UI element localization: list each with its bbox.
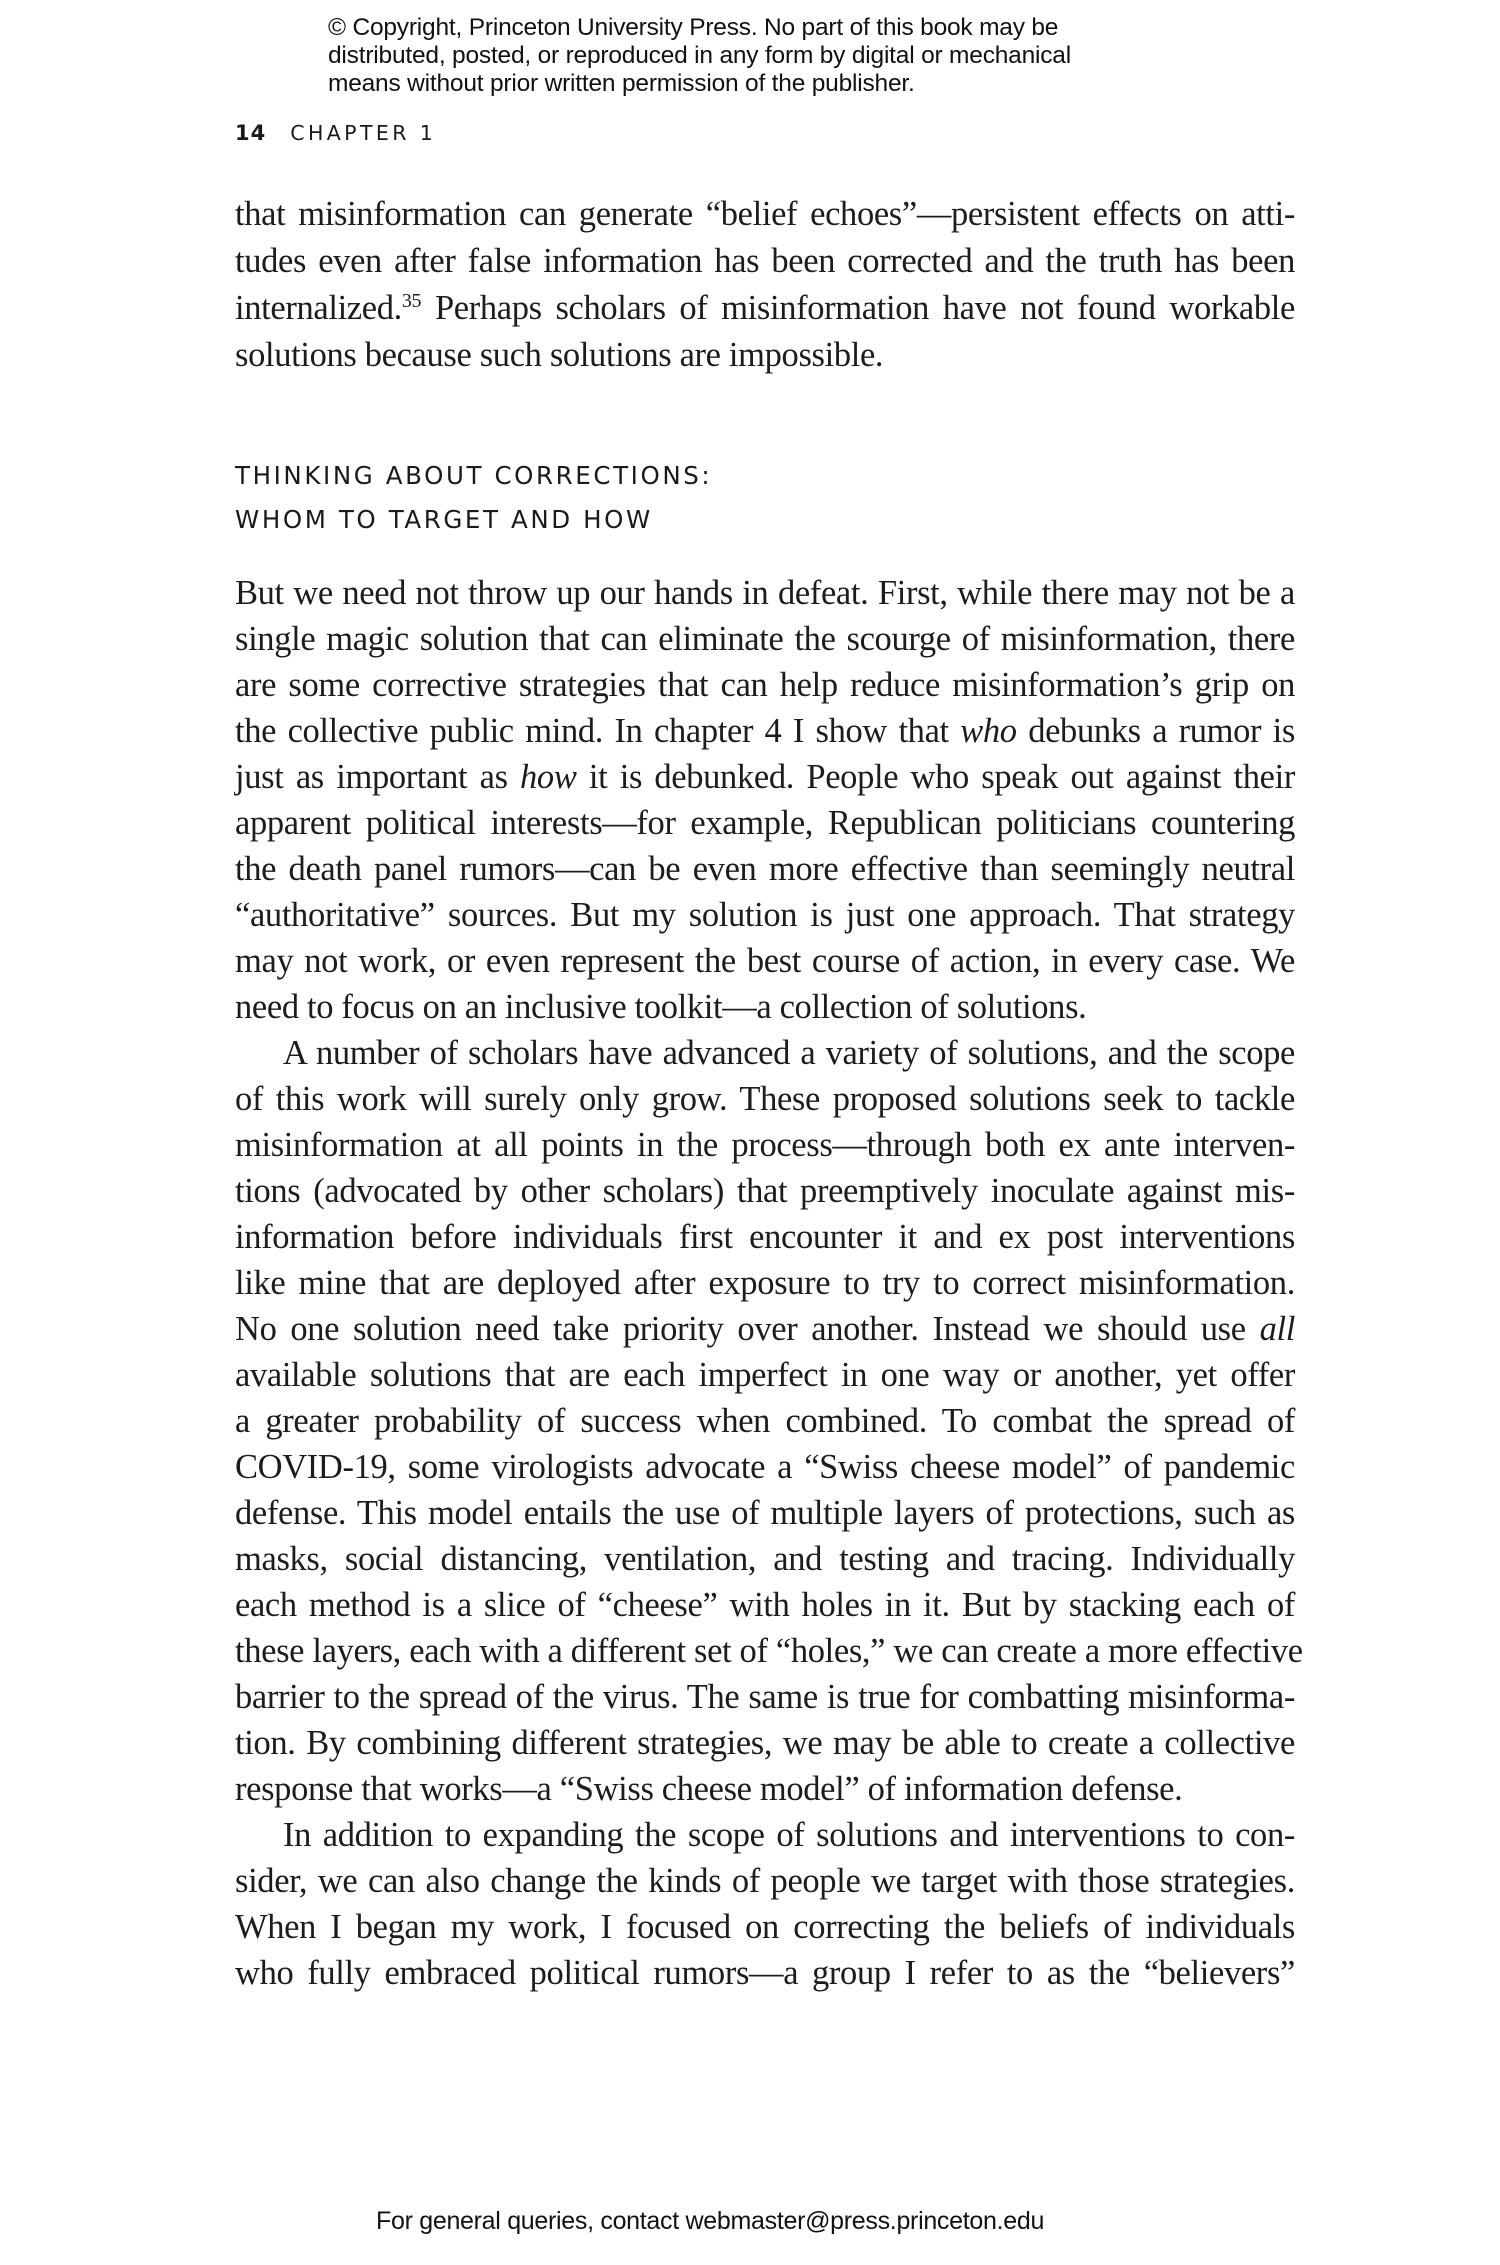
copyright-notice <box>328 14 1228 98</box>
text-line: who fully embraced political rumors—a group I refer to as the “believers” <box>235 1954 1295 1992</box>
text-span: internalized. <box>235 289 402 327</box>
footer-contact: For general queries, contact webmaster@press.princeton.edu <box>376 2207 1045 2235</box>
text-line: may not work, or even represent the best course of action, in every case. We <box>235 942 1295 980</box>
text-line: of this work will surely only grow. These proposed solutions seek to tackle <box>235 1080 1295 1118</box>
text-span: just as important as <box>235 758 521 796</box>
text-span: No one solution need take priority over another. Instead we should use <box>235 1310 1260 1348</box>
footnote-reference[interactable]: 35 <box>401 290 422 312</box>
text-line: tion. By combining different strategies, we may be able to create a collective <box>235 1724 1295 1762</box>
text-line: barrier to the spread of the virus. The same is true for combatting misinforma- <box>235 1678 1295 1716</box>
emphasis: how <box>520 758 577 796</box>
text-line: defense. This model entails the use of multiple layers of protections, such as <box>235 1494 1295 1532</box>
text-line: available solutions that are each imperfect in one way or another, yet offer <box>235 1356 1295 1394</box>
text-line: a greater probability of success when combined. To combat the spread of <box>235 1402 1295 1440</box>
text-line: In addition to expanding the scope of solutions and interventions to con- <box>283 1816 1295 1854</box>
copyright-line: means without prior written permission of the publisher. <box>328 70 915 97</box>
copyright-line: distributed, posted, or reproduced in any form by digital or mechanical <box>328 42 1071 69</box>
text-line: apparent political interests—for example, Republican politicians countering <box>235 804 1295 842</box>
heading-line: THINKING ABOUT CORRECTIONS: <box>235 461 713 490</box>
text-line <box>235 708 1295 754</box>
text-line: masks, social distancing, ventilation, and testing and tracing. Individually <box>235 1540 1295 1578</box>
heading-line: WHOM TO TARGET AND HOW <box>235 505 653 534</box>
text-line: that misinformation can generate “belief echoes”—persistent effects on atti- <box>235 195 1295 233</box>
running-head <box>235 119 436 147</box>
text-line: “authoritative” sources. But my solution is just one approach. That strategy <box>235 896 1295 934</box>
text-span: debunks a rumor is <box>1016 712 1295 750</box>
text-line: tudes even after false information has been corrected and the truth has been <box>235 242 1295 280</box>
emphasis: all <box>1259 1310 1295 1348</box>
text-line: tions (advocated by other scholars) that preemptively inoculate against mis- <box>235 1172 1295 1210</box>
text-span: it is debunked. People who speak out against their <box>576 758 1295 796</box>
text-span: Perhaps scholars of misinformation have not found workable <box>421 289 1295 327</box>
text-line <box>235 285 1295 331</box>
text-line: response that works—a “Swiss cheese model” of information defense. <box>235 1770 1183 1808</box>
text-line: are some corrective strategies that can help reduce misinformation’s grip on <box>235 666 1295 704</box>
text-line: each method is a slice of “cheese” with holes in it. But by stacking each of <box>235 1586 1295 1624</box>
text-line: information before individuals first encounter it and ex post interventions <box>235 1218 1295 1256</box>
copyright-line: © Copyright, Princeton University Press. No part of this book may be <box>328 14 1059 41</box>
text-line <box>235 754 1295 800</box>
chapter-label: CHAPTER 1 <box>290 121 437 145</box>
text-line: But we need not throw up our hands in defeat. First, while there may not be a <box>235 574 1295 612</box>
text-line: solutions because such solutions are impossible. <box>235 336 884 374</box>
text-line: COVID-19, some virologists advocate a “Swiss cheese model” of pandemic <box>235 1448 1295 1486</box>
text-line <box>235 1306 1295 1352</box>
text-line: When I began my work, I focused on correcting the beliefs of individuals <box>235 1908 1295 1946</box>
text-line: single magic solution that can eliminate the scourge of misinformation, there <box>235 620 1295 658</box>
text-span: the collective public mind. In chapter 4 I show that <box>235 712 961 750</box>
text-line: these layers, each with a different set of “holes,” we can create a more effective <box>235 1632 1303 1670</box>
page-number: 14 <box>235 121 267 145</box>
text-line: need to focus on an inclusive toolkit—a collection of solutions. <box>235 988 1087 1026</box>
text-line: the death panel rumors—can be even more effective than seemingly neutral <box>235 850 1295 888</box>
text-line: misinformation at all points in the process—through both ex ante interven- <box>235 1126 1295 1164</box>
text-line: sider, we can also change the kinds of people we target with those strategies. <box>235 1862 1295 1900</box>
text-line: like mine that are deployed after exposure to try to correct misinformation. <box>235 1264 1295 1302</box>
emphasis: who <box>960 712 1017 750</box>
text-line: A number of scholars have advanced a variety of solutions, and the scope <box>283 1034 1295 1072</box>
